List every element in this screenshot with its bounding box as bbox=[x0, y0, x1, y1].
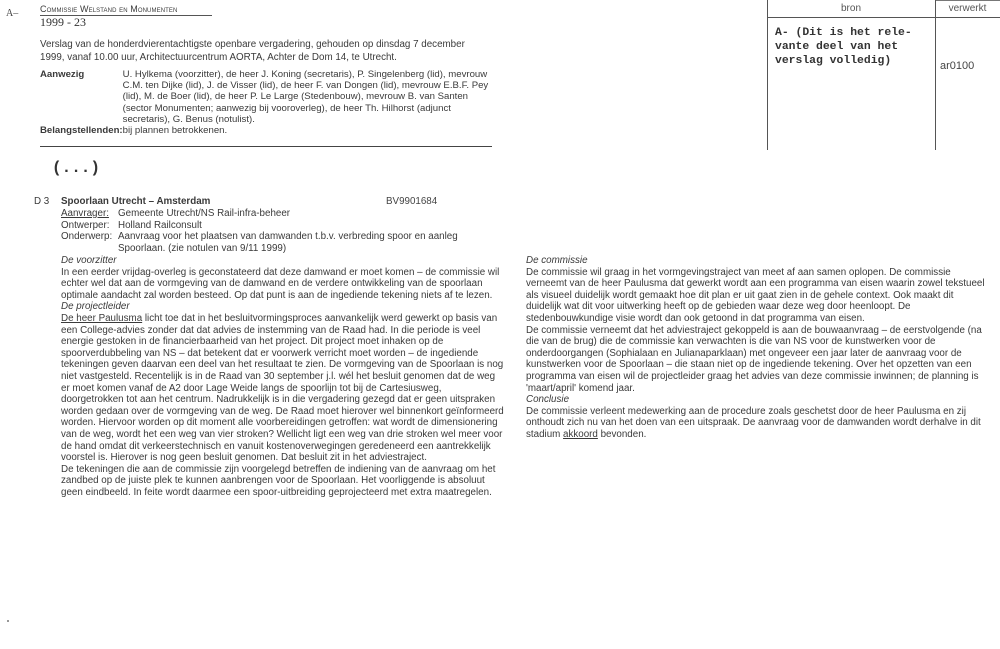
register-header-processed: verwerkt bbox=[948, 3, 987, 14]
present-list: U. Hylkema (voorzitter), de heer J. Koning (secretaris), P. Singelenberg (lid), mevrouw C.M. ten Dijke (lid), J. de Visser (lid), de heer F. van Dongen (lid), mevrouw E.B.F. Pey (lid), M. de Boer (lid), de heer P. Le Large (Stedenbouw), mevrouw B. van Santen (sector Monumenten; aanwezig bij vooroverleg), de heer Th. Hilhorst (adjunct secretaris), G. Benus (notulist). bbox=[122, 69, 489, 125]
left-column bbox=[61, 255, 506, 498]
register-header-source: bron bbox=[840, 3, 861, 14]
item-number: D 3 bbox=[34, 196, 50, 207]
chair-text: In een eerder vrijdag-overleg is geconstateerd dat deze damwand er moet komen – de commissie wil echter wel dat aan de vormgeving van de damwand en de verdere ontwikkeling van de spoorlaan optimale aandacht zal worden besteed. Op dat punt is aan de ingediende tekening niets af te lezen. bbox=[61, 266, 500, 301]
conclusion-text bbox=[526, 406, 988, 441]
conclusion-heading: Conclusie bbox=[526, 394, 570, 406]
meta-value-subject: Aanvraag voor het plaatsen van damwanden t.b.v. verbreding spoor en aanleg Spoorlaan. (zie notulen van 9/11 1999) bbox=[118, 231, 458, 254]
scan-speck bbox=[7, 620, 9, 622]
attendance-row-stakeholders bbox=[40, 125, 493, 136]
meta-label-designer: Ontwerper: bbox=[61, 219, 110, 231]
meta-value-applicant: Gemeente Utrecht/NS Rail-infra-beheer bbox=[118, 208, 291, 219]
meeting-intro: Verslag van de honderdvierentachtigste openbare vergadering, gehouden op dinsdag 7 december 1999, vanaf 10.00 uur, Architectuurcentrum AORTA, Achter de Dom 14, te Utrecht. bbox=[40, 39, 465, 63]
present-label: Aanwezig bbox=[40, 69, 85, 80]
project-leader-text-2: De tekeningen die aan de commissie zijn voorgelegd betreffen de indiening van de aanvraag om het zandbed op de juiste plek te kunnen aanbrengen voor de Spoorlaan. Het voorliggende is absoluut geen eindbeeld. In feite wordt daarmee een spoor-uitbreiding geprojecteerd met extra maatregelen. bbox=[61, 463, 496, 498]
stakeholders-text: bij plannen betrokkenen. bbox=[122, 125, 228, 137]
project-leader-text-body: licht toe dat in het besluitvormingsproces aanvankelijk werd gewerkt op basis van een College-advies zonder dat dat advies de instemming van de Raad had. In die periode is veel energie gestoken in de financierbaarheid van het project. Dit project moet inhaken op de spoorverdubbeling van NS – dat betekent dat er voorwerk verricht moet worden – de ingediende tekeningen geven daarvan een deel van het resultaat te zien. De vormgeving van de Spoorlaan is nog niet vastgesteld. Recentelijk is in de Raad van 30 september j.l. wél het besluit genomen dat de weg er moet komen vanaf de A2 door Lage Weide langs de spoorlijn tot bij de Cartesiusweg, doorgetrokken tot aan het centrum. Nadrukkelijk is in die vergadering gezegd dat er geen uitspraken worden gedaan over de vormgeving van de weg. De Raad moet hierover wel binnenkort geïnformeerd worden. Hiervoor worden op dit moment alle voorbereidingen getroffen: wat wordt de dimensionering van de weg, wordt het een weg van vier stroken? Wellicht ligt een weg van drie stroken wel meer voor de hand omdat dit verkeerstechnisch en vanuit kostenoverwegingen geredeneerd een aantrekkelijk voorstel is. Hierover is nog geen besluit genomen. Dat besluit zit in het adviestraject. bbox=[61, 312, 504, 464]
meta-row-subject bbox=[61, 231, 503, 254]
item-meta-table bbox=[61, 208, 503, 254]
organization-name: Commissie Welstand en Monumenten bbox=[40, 4, 212, 16]
project-leader-text bbox=[61, 313, 506, 464]
stakeholders-label: Belangstellenden: bbox=[40, 125, 123, 137]
commission-text-1: De commissie wil graag in het vormgevingstraject van meet af aan samen oplopen. De commissie verneemt van de heer Paulusma dat gewerkt wordt aan een programma van eisen waarin zowel tekstueel als visueel duidelijk wordt gemaakt hoe dit plan er uit gaat zien in de gehele context. Ook maakt dit duidelijk wat dit voor uitwerking heeft op de gebieden waar deze weg door heenloopt. De stedenbouwkundige visie wordt dan ook getoond in dat programma van eisen. bbox=[526, 266, 985, 324]
meta-value-designer: Holland Railconsult bbox=[118, 219, 202, 231]
meta-label-applicant: Aanvrager: bbox=[61, 208, 109, 219]
attendance-row-present bbox=[40, 69, 493, 125]
register-processed-code: ar0100 bbox=[940, 60, 975, 72]
meta-row-designer bbox=[61, 220, 503, 232]
register-top-border bbox=[935, 0, 1000, 1]
attendance-table bbox=[40, 69, 493, 136]
register-source-note: A- (Dit is het rele-vante deel van het verslag volledig) bbox=[775, 27, 912, 67]
commission-text-2: De commissie verneemt dat het adviestraject gekoppeld is aan de bouwaanvraag – de eerstvolgende (na die van de brug) die de commissie kan verwachten is die van NS voor de kunstwerken voor de onderdoorgangen (Sophialaan en Julianaparklaan) met ongeveer een jaar later de aanvraag voor de kunstwerken voor de Spoorlaan – die staan niet op de ingediende tekening. Over het opzetten van een programma van eisen wil de projectleider graag het advies van deze commissie inwinnen; de planning is 'maart/april' komend jaar. bbox=[526, 324, 982, 394]
item-reference: BV9901684 bbox=[386, 196, 438, 207]
commission-heading: De commissie bbox=[526, 255, 588, 266]
register-header-divider bbox=[767, 17, 1000, 18]
document-number: 1999 - 23 bbox=[40, 15, 86, 29]
project-leader-name: De heer Paulusma bbox=[61, 312, 143, 324]
header-divider bbox=[40, 146, 492, 147]
conclusion-text-end: bevonden. bbox=[597, 428, 647, 440]
register-left-border bbox=[767, 0, 768, 150]
margin-mark: A– bbox=[6, 8, 19, 19]
omission-marker: (...) bbox=[52, 159, 101, 177]
conclusion-verdict: akkoord bbox=[563, 428, 598, 440]
meta-row-applicant bbox=[61, 208, 503, 220]
chair-heading: De voorzitter bbox=[61, 255, 117, 266]
item-title: Spoorlaan Utrecht – Amsterdam bbox=[61, 196, 211, 207]
right-column bbox=[526, 255, 988, 441]
conclusion-text-body: De commissie verleent medewerking aan de procedure zoals geschetst door de heer Paulusma en zij onthoudt zich nu van het doen van een uitspraak. De aanvraag voor de damwanden wordt derhalve in dit stadium bbox=[526, 405, 981, 440]
meta-label-subject: Onderwerp: bbox=[61, 231, 113, 243]
project-leader-heading: De projectleider bbox=[61, 301, 130, 313]
register-column-divider bbox=[935, 0, 936, 150]
